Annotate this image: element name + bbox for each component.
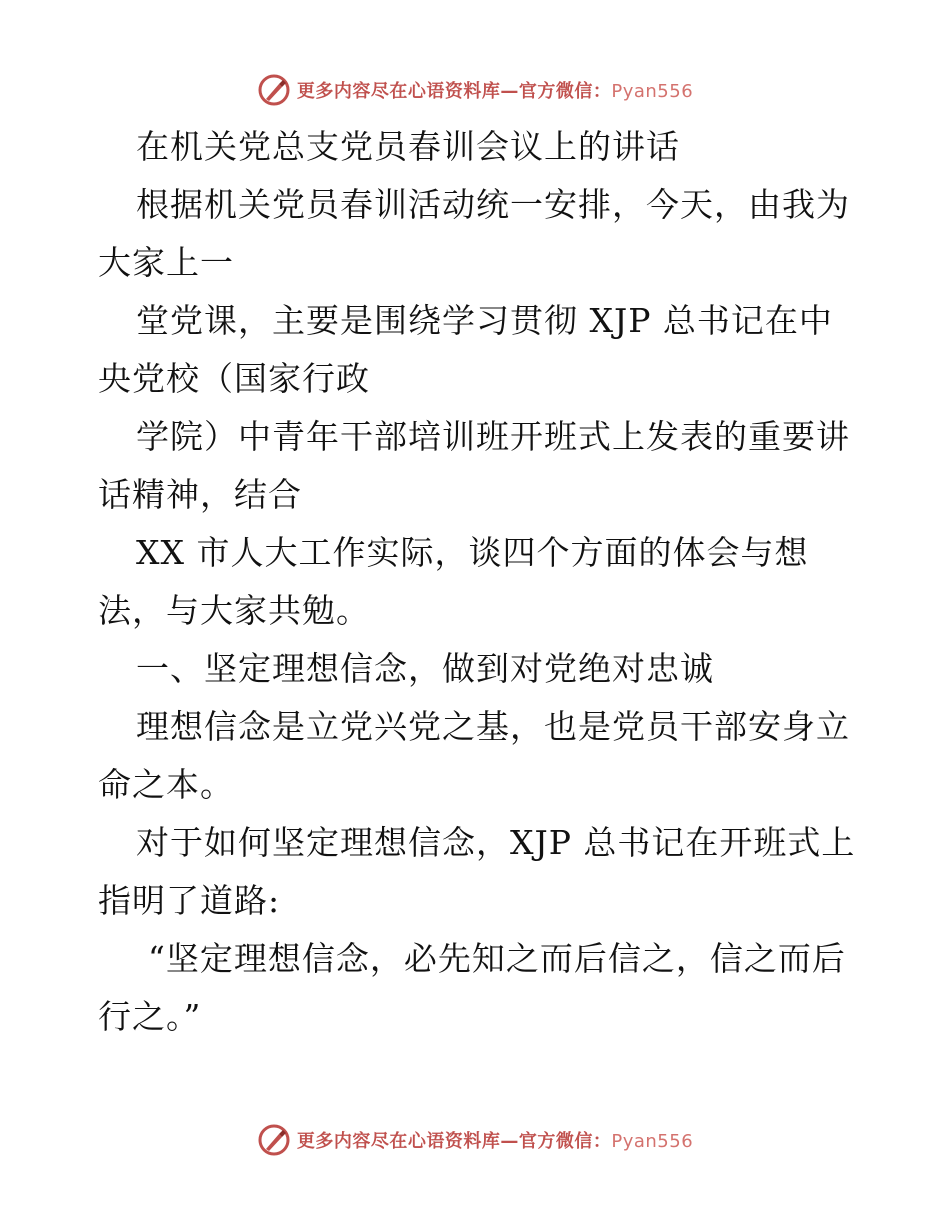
text-line: 央党校（国家行政 <box>98 359 370 398</box>
text-line: 对于如何坚定理想信念，XJP 总书记在开班式上 <box>136 823 856 862</box>
text-line: 行之。” <box>98 997 202 1036</box>
text-line: 指明了道路: <box>98 881 281 920</box>
text-line: XX 市人大工作实际，谈四个方面的体会与想 <box>136 533 809 572</box>
pen-logo-icon <box>257 73 291 107</box>
watermark-text: 更多内容尽在心语资料库—官方微信：Pyan556 <box>296 81 694 102</box>
text-line: 理想信念是立党兴党之基，也是党员干部安身立 <box>136 707 850 746</box>
text-line: 堂党课，主要是围绕学习贯彻 XJP 总书记在中 <box>136 301 833 340</box>
text-line: 一、坚定理想信念，做到对党绝对忠诚 <box>136 649 714 688</box>
text-line: 大家上一 <box>98 243 234 282</box>
text-line: 学院）中青年干部培训班开班式上发表的重要讲 <box>136 417 850 456</box>
text-line: 话精神，结合 <box>98 475 302 514</box>
watermark-text: 更多内容尽在心语资料库—官方微信：Pyan556 <box>296 1131 694 1152</box>
header-watermark <box>0 70 950 110</box>
text-line: 根据机关党员春训活动统一安排，今天，由我为 <box>136 185 850 224</box>
text-line: “坚定理想信念，必先知之而后信之，信之而后 <box>148 939 846 978</box>
footer-watermark <box>0 1120 950 1160</box>
document-title: 在机关党总支党员春训会议上的讲话 <box>136 127 680 166</box>
pen-logo-icon <box>257 1123 291 1157</box>
document-body <box>98 118 858 1046</box>
text-line: 法，与大家共勉。 <box>98 591 370 630</box>
text-line: 命之本。 <box>98 765 234 804</box>
